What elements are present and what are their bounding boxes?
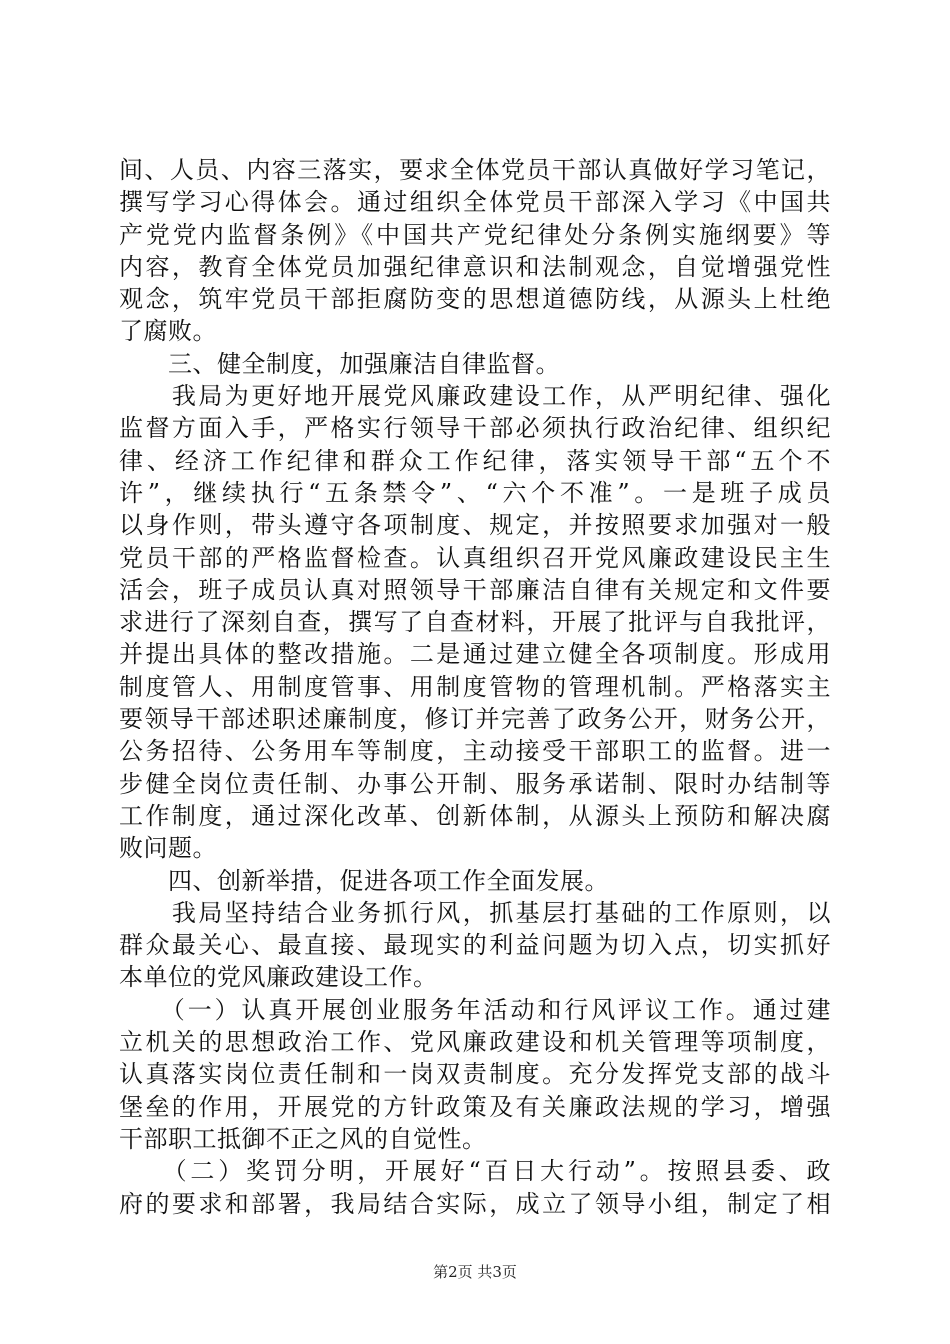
text-line: 并提出具体的整改措施。二是通过建立健全各项制度。形成用: [119, 640, 831, 669]
text-line: 内容，教育全体党员加强纪律意识和法制观念，自觉增强党性: [119, 252, 831, 281]
section-heading: 三、健全制度，加强廉洁自律监督。: [119, 349, 560, 378]
text-line: 认真落实岗位责任制和一岗双责制度。充分发挥党支部的战斗: [119, 1060, 831, 1089]
text-line: 监督方面入手，严格实行领导干部必须执行政治纪律、组织纪: [119, 414, 831, 443]
text-line: 公务招待、公务用车等制度，主动接受干部职工的监督。进一: [119, 737, 831, 766]
text-line: 观念，筑牢党员干部拒腐防变的思想道德防线，从源头上杜绝: [119, 285, 831, 314]
text-line: （一）认真开展创业服务年活动和行风评议工作。通过建: [119, 995, 831, 1024]
text-line: 步健全岗位责任制、办事公开制、服务承诺制、限时办结制等: [119, 769, 831, 798]
text-line: 府的要求和部署，我局结合实际，成立了领导小组，制定了相: [119, 1189, 831, 1218]
text-line: 了腐败。: [119, 317, 217, 346]
text-line: 干部职工抵御不正之风的自觉性。: [119, 1124, 487, 1153]
page-number-footer: 第2页 共3页: [433, 1263, 517, 1281]
text-line: 制度管人、用制度管事、用制度管物的管理机制。严格落实主: [119, 672, 831, 701]
text-line: 以身作则，带头遵守各项制度、规定，并按照要求加强对一般: [119, 511, 831, 540]
text-line: 许”，继续执行“五条禁令”、“六个不准”。一是班子成员: [119, 478, 831, 507]
text-line: 群众最关心、最直接、最现实的利益问题为切入点，切实抓好: [119, 931, 831, 960]
text-line: 工作制度，通过深化改革、创新体制，从源头上预防和解决腐: [119, 801, 831, 830]
text-line: 要领导干部述职述廉制度，修订并完善了政务公开，财务公开，: [119, 705, 831, 734]
text-line: 产党党内监督条例》《中国共产党纪律处分条例实施纲要》等: [119, 220, 831, 249]
text-line: 堡垒的作用，开展党的方针政策及有关廉政法规的学习，增强: [119, 1092, 831, 1121]
body-text: [119, 154, 831, 1220]
text-line: 我局坚持结合业务抓行风，抓基层打基础的工作原则，以: [119, 898, 831, 927]
text-line: 党员干部的严格监督检查。认真组织召开党风廉政建设民主生: [119, 543, 831, 572]
text-line: 立机关的思想政治工作、党风廉政建设和机关管理等项制度，: [119, 1028, 831, 1057]
text-line: 间、人员、内容三落实，要求全体党员干部认真做好学习笔记，: [119, 156, 831, 184]
text-line: 败问题。: [119, 834, 217, 863]
text-line: 律、经济工作纪律和群众工作纪律，落实领导干部“五个不: [119, 446, 831, 475]
text-line: （二）奖罚分明，开展好“百日大行动”。按照县委、政: [119, 1157, 831, 1186]
text-line: 我局为更好地开展党风廉政建设工作，从严明纪律、强化: [119, 382, 831, 411]
text-line: 求进行了深刻自查，撰写了自查材料，开展了批评与自我批评，: [119, 608, 831, 637]
section-heading: 四、创新举措，促进各项工作全面发展。: [119, 866, 609, 895]
text-line: 活会，班子成员认真对照领导干部廉洁自律有关规定和文件要: [119, 575, 831, 604]
text-line: 本单位的党风廉政建设工作。: [119, 963, 438, 992]
text-line: 撰写学习心得体会。通过组织全体党员干部深入学习《中国共: [119, 188, 831, 217]
